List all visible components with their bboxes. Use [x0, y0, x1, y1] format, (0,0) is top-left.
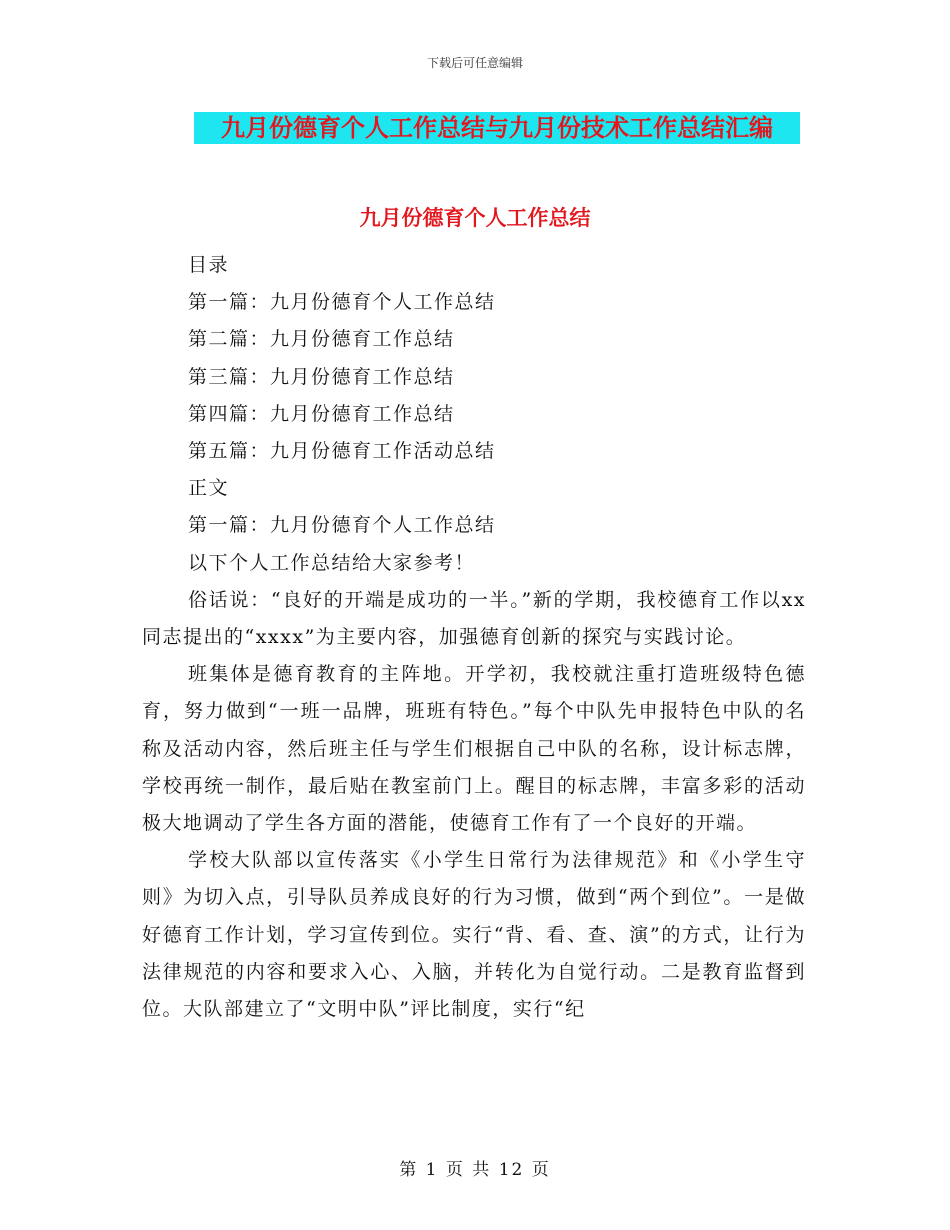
document-main-title: 九月份德育个人工作总结与九月份技术工作总结汇编 — [194, 112, 800, 144]
toc-item: 第二篇：九月份德育工作总结 — [188, 328, 455, 351]
paragraph: 学校大队部以宣传落实《小学生日常行为法律规范》和《小学生守则》为切入点，引导队员养成良好的行为习惯，做到“两个到位”。一是做好德育工作计划，学习宣传到位。实行“背、看、查、演”的方式，让行为法律规范的内容和要求入心、入脑，并转化为自觉行动。二是教育监督到位。大队部建立了“文明中队”评比制度，实行“纪 — [142, 849, 806, 1020]
body-heading: 正文 — [188, 477, 230, 500]
document-body — [142, 247, 806, 1028]
page-footer: 第 1 页 共 12 页 — [399, 1160, 551, 1180]
toc-heading: 目录 — [188, 254, 230, 276]
paragraph: 俗话说：“良好的开端是成功的一半。”新的学期，我校德育工作以xx同志提出的“xxxx”为主要内容，加强德育创新的探究与实践讨论。 — [142, 588, 806, 648]
toc-item: 第五篇：九月份德育工作活动总结 — [188, 439, 496, 462]
toc-item: 第三篇：九月份德育工作总结 — [188, 365, 455, 388]
header-note: 下载后可任意编辑 — [426, 56, 523, 70]
section-title: 九月份德育个人工作总结 — [359, 205, 591, 230]
paragraph: 班集体是德育教育的主阵地。开学初，我校就注重打造班级特色德育，努力做到“一班一品牌，班班有特色。”每个中队先申报特色中队的名称及活动内容，然后班主任与学生们根据自己中队的名称，设计标志牌，学校再统一制作，最后贴在教室前门上。醒目的标志牌，丰富多彩的活动极大地调动了学生各方面的潜能，使德育工作有了一个良好的开端。 — [142, 663, 806, 834]
toc-item: 第四篇：九月份德育工作总结 — [188, 402, 455, 425]
toc-item: 第一篇：九月份德育个人工作总结 — [188, 291, 496, 314]
body-paragraphs — [142, 582, 806, 1028]
intro-line: 以下个人工作总结给大家参考！ — [188, 551, 476, 574]
chapter-title: 第一篇：九月份德育个人工作总结 — [188, 514, 496, 537]
